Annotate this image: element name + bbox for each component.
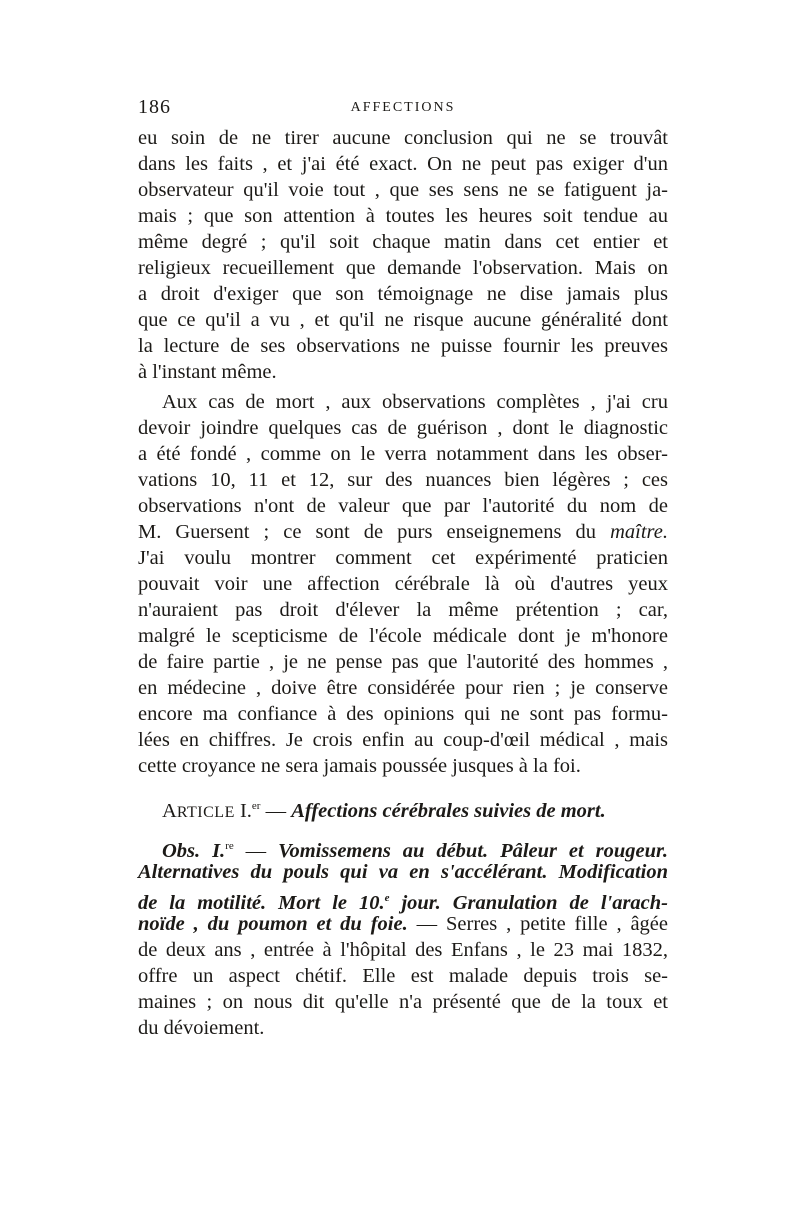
- text-line: a droit d'exiger que son témoignage ne dise jamais plus: [138, 283, 668, 305]
- article-dash: —: [260, 800, 292, 822]
- observation-title-line: [138, 833, 669, 862]
- text-line: Aux cas de mort , aux observations complètes , j'ai cru: [162, 391, 668, 413]
- obs-label: Obs. I.: [162, 840, 226, 862]
- text-line: à l'instant même.: [138, 361, 277, 383]
- article-heading: [138, 791, 668, 821]
- text-line: de deux ans , entrée à l'hôpital des Enfans , le 23 mai 1832,: [138, 939, 668, 961]
- text-line: observateur qu'il voie tout , que ses sens ne se fatiguent ja-: [138, 179, 668, 201]
- text-line: J'ai voulu montrer comment cet expérimenté praticien: [138, 547, 668, 569]
- text-line: vations 10, 11 et 12, sur des nuances bien légères ; ces: [138, 469, 668, 491]
- obs-title-text: noïde , du poumon et du foie.: [138, 913, 408, 935]
- running-head: AFFECTIONS: [350, 100, 456, 115]
- text-line: en médecine , doive être considérée pour rien ; je conserve: [138, 677, 668, 699]
- text-line: cette croyance ne sera jamais poussée jusques à la foi.: [138, 755, 581, 777]
- body-text: [138, 125, 668, 1041]
- text-line: offre un aspect chétif. Elle est malade depuis trois se-: [138, 965, 668, 987]
- obs-label-sup: re: [225, 840, 234, 852]
- text-line: devoir joindre quelques cas de guérison , dont le diagnostic: [138, 417, 668, 439]
- text-line: encore ma confiance à des opinions qui ne sont pas formu-: [138, 703, 668, 725]
- text-line: du dévoiement.: [138, 1017, 265, 1039]
- text-line-guersent: [138, 519, 668, 545]
- text-line: lées en chiffres. Je crois enfin au coup-d'œil médical , mais: [138, 729, 668, 751]
- paragraph-2: [138, 389, 668, 779]
- observation-title-line: Alternatives du pouls qui va en s'accélérant. Modification: [138, 861, 668, 883]
- article-smallcaps: RTICLE: [176, 804, 235, 821]
- text-line: malgré le scepticisme de l'école médicale dont je m'honore: [138, 625, 668, 647]
- article-title: Affections cérébrales suivies de mort.: [291, 800, 606, 822]
- text-line: observations n'ont de valeur que par l'autorité du nom de: [138, 495, 668, 517]
- obs-dash: —: [233, 840, 279, 862]
- obs-title-text: Vomissemens au début. Pâleur et rougeur.: [278, 840, 669, 862]
- maitre-italic: maître.: [610, 521, 668, 543]
- obs-title-sup: e: [384, 892, 390, 904]
- article-number: I.: [239, 800, 252, 822]
- obs-title-text: de la motilité. Mort le 10.: [138, 892, 385, 914]
- text-line: que ce qu'il a vu , et qu'il ne risque aucune généralité dont: [138, 309, 668, 331]
- text-line: la lecture de ses observations ne puisse fournir les preuves: [138, 335, 668, 357]
- text-line: religieux recueillement que demande l'observation. Mais on: [138, 257, 668, 279]
- obs-text-start: — Serres , petite fille , âgée: [407, 913, 668, 935]
- page-number: 186: [138, 96, 171, 118]
- article-sup: er: [251, 800, 261, 812]
- text-line: pouvait voir une affection cérébrale là où d'autres yeux: [138, 573, 668, 595]
- article-lead: A: [162, 800, 177, 822]
- text-line: dans les faits , et j'ai été exact. On ne peut pas exiger d'un: [138, 153, 668, 175]
- text-line: même degré ; qu'il soit chaque matin dans cet entier et: [138, 231, 668, 253]
- observation-title-line: [138, 911, 668, 937]
- text-line: de faire partie , je ne pense pas que l'autorité des hommes ,: [138, 651, 668, 673]
- text-line: maines ; on nous dit qu'elle n'a présenté que de la toux et: [138, 991, 668, 1013]
- paragraph-1: [138, 125, 668, 385]
- page-header: [138, 96, 668, 122]
- guersent-text: M. Guersent ; ce sont de purs enseignemens du: [138, 521, 597, 543]
- observation-title-line: [138, 885, 669, 914]
- text-line: mais ; que son attention à toutes les heures soit tendue au: [138, 205, 668, 227]
- obs-title-text: jour. Granulation de l'arach-: [401, 892, 669, 914]
- heading-gap: [138, 821, 668, 833]
- text-line: a été fondé , comme on le verra notamment dans les obser-: [138, 443, 668, 465]
- text-line: eu soin de ne tirer aucune conclusion qui ne se trouvât: [138, 127, 668, 149]
- heading-gap: [138, 779, 668, 791]
- observation-1: [138, 833, 668, 1041]
- text-line: n'auraient pas droit d'élever la même prétention ; car,: [138, 599, 668, 621]
